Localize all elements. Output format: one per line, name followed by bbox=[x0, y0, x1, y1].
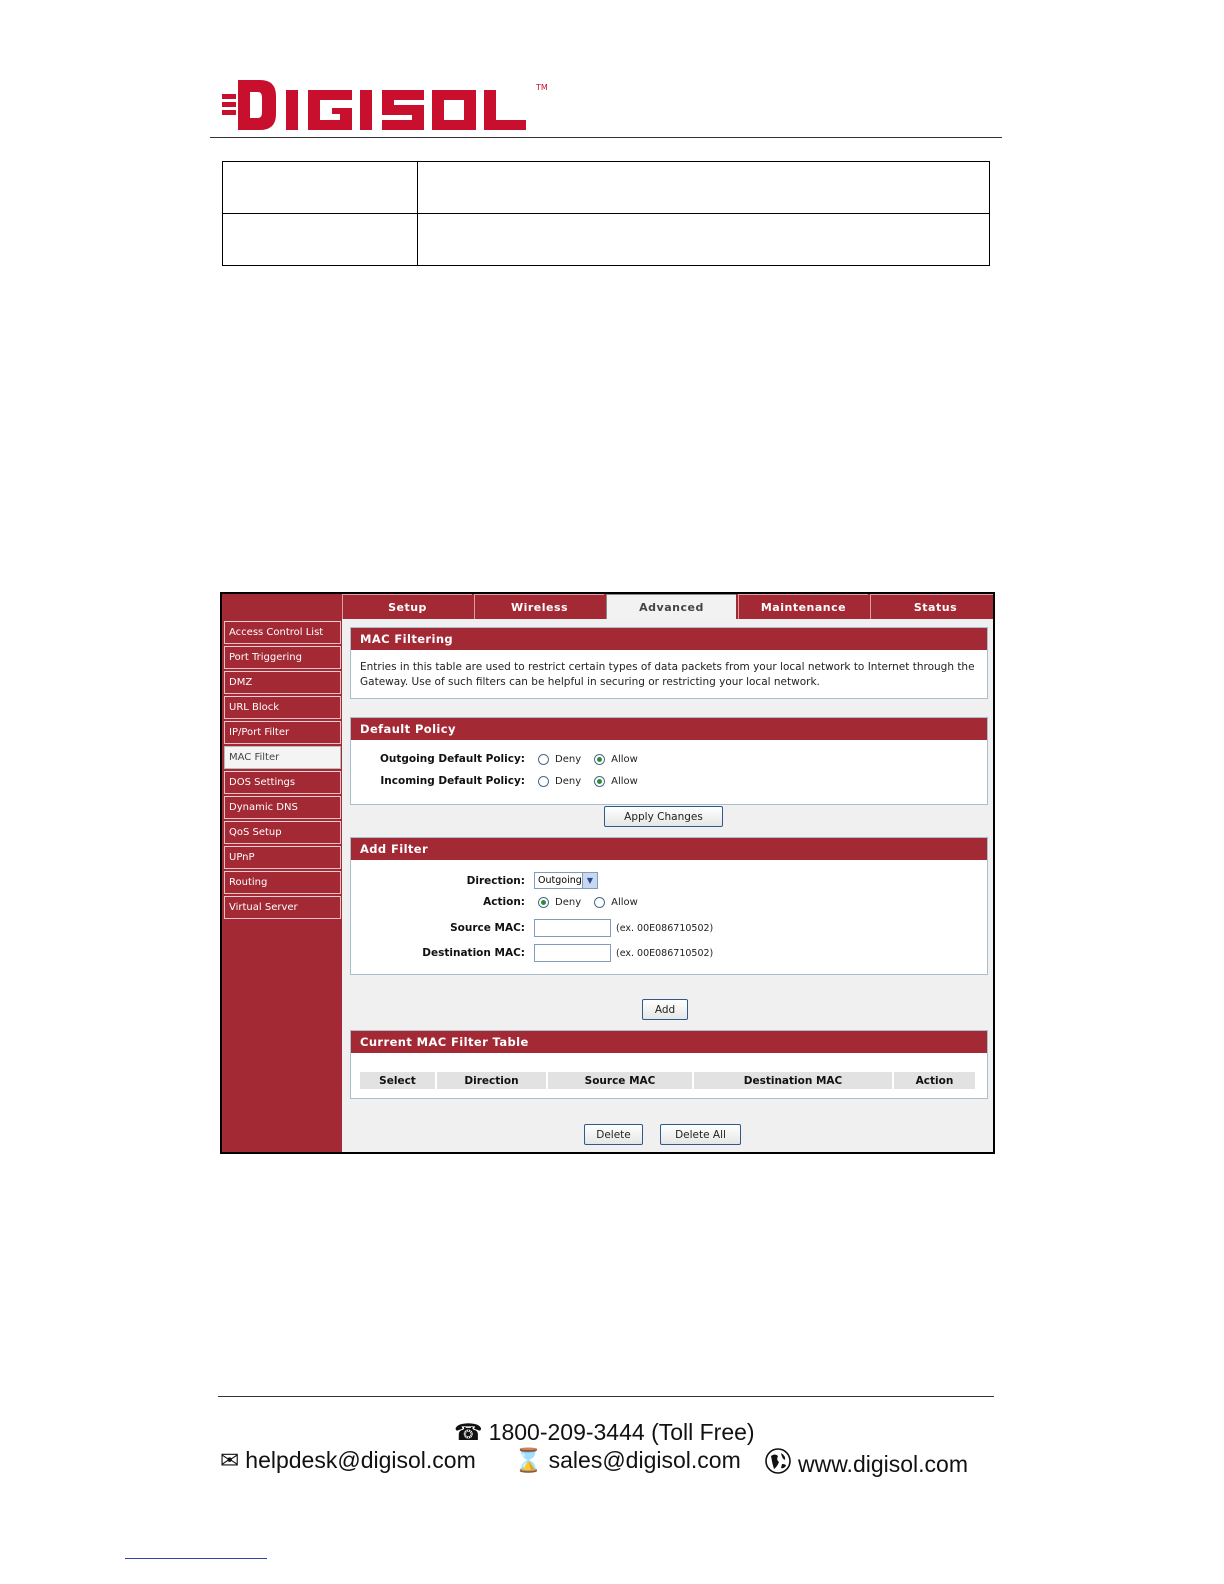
panel-title: Current MAC Filter Table bbox=[351, 1031, 987, 1053]
header-rule bbox=[210, 137, 1002, 138]
footer-helpdesk bbox=[220, 1447, 476, 1474]
sidebar-item-access-control-list[interactable]: Access Control List bbox=[224, 621, 341, 644]
outgoing-allow-radio[interactable] bbox=[594, 754, 605, 765]
panel-title: Default Policy bbox=[351, 718, 987, 740]
table-cell bbox=[418, 162, 990, 214]
trademark: TM bbox=[536, 83, 548, 92]
action-deny-radio[interactable] bbox=[538, 897, 549, 908]
footer-rule bbox=[218, 1396, 994, 1397]
action-allow-label: Allow bbox=[611, 896, 638, 908]
globe-icon bbox=[764, 1447, 792, 1481]
sidebar-item-mac-filter[interactable]: MAC Filter bbox=[224, 746, 341, 769]
top-table bbox=[222, 161, 990, 266]
footer-website-text[interactable]: www.digisol.com bbox=[798, 1450, 968, 1477]
destination-mac-input[interactable] bbox=[534, 944, 611, 962]
filter-table-header bbox=[360, 1072, 977, 1089]
destination-mac-row bbox=[361, 944, 713, 962]
delete-button[interactable]: Delete bbox=[584, 1124, 643, 1145]
footer-phone-text: 1800-209-3444 (Toll Free) bbox=[488, 1419, 755, 1445]
sidebar-item-dynamic-dns[interactable]: Dynamic DNS bbox=[224, 796, 341, 819]
nav-corner bbox=[222, 594, 340, 619]
sidebar-item-upnp[interactable]: UPnP bbox=[224, 846, 341, 869]
default-policy-panel bbox=[350, 717, 988, 805]
tab-wireless[interactable]: Wireless bbox=[474, 594, 604, 619]
envelope-icon: ✉ bbox=[220, 1447, 240, 1473]
digisol-logo bbox=[220, 78, 560, 132]
incoming-policy-row bbox=[361, 775, 651, 787]
tab-maintenance[interactable]: Maintenance bbox=[738, 594, 868, 619]
source-mac-hint: (ex. 00E086710502) bbox=[616, 922, 714, 934]
tab-advanced[interactable]: Advanced bbox=[606, 594, 736, 619]
bottom-link-underline bbox=[125, 1558, 267, 1559]
direction-selected-value: Outgoing bbox=[538, 875, 582, 886]
sidebar-item-url-block[interactable]: URL Block bbox=[224, 696, 341, 719]
action-deny-label: Deny bbox=[555, 896, 582, 908]
destination-mac-label: Destination MAC: bbox=[422, 947, 525, 959]
sidebar-item-routing[interactable]: Routing bbox=[224, 871, 341, 894]
direction-label: Direction: bbox=[466, 874, 525, 887]
footer-sales bbox=[514, 1447, 741, 1474]
table-row bbox=[223, 162, 990, 214]
outgoing-policy-label: Outgoing Default Policy: bbox=[379, 753, 525, 765]
footer-phone bbox=[454, 1419, 755, 1446]
source-mac-row bbox=[361, 919, 713, 937]
sidebar-item-port-triggering[interactable]: Port Triggering bbox=[224, 646, 341, 669]
source-mac-input[interactable] bbox=[534, 919, 611, 937]
action-allow-radio[interactable] bbox=[594, 897, 605, 908]
mac-filtering-panel bbox=[350, 627, 988, 699]
direction-row bbox=[361, 872, 598, 889]
column-action: Action bbox=[894, 1072, 975, 1089]
tab-status[interactable]: Status bbox=[870, 594, 995, 619]
table-row bbox=[223, 214, 990, 266]
table-cell bbox=[223, 162, 418, 214]
footer-helpdesk-text[interactable]: helpdesk@digisol.com bbox=[245, 1447, 476, 1473]
outgoing-deny-label: Deny bbox=[555, 753, 582, 765]
mac-filtering-description: Entries in this table are used to restrict certain types of data packets from your local network to Internet through the Gateway. Use of such filters can be helpful in securing or restricting your local network. bbox=[360, 661, 975, 688]
incoming-allow-radio[interactable] bbox=[594, 776, 605, 787]
direction-select[interactable] bbox=[534, 872, 598, 889]
action-label: Action: bbox=[483, 896, 525, 908]
hourglass-icon: ⌛ bbox=[514, 1447, 543, 1473]
column-direction: Direction bbox=[437, 1072, 546, 1089]
panel-title: MAC Filtering bbox=[351, 628, 987, 650]
sidebar-item-dmz[interactable]: DMZ bbox=[224, 671, 341, 694]
table-cell bbox=[418, 214, 990, 266]
incoming-deny-radio[interactable] bbox=[538, 776, 549, 787]
source-mac-label: Source MAC: bbox=[450, 922, 525, 934]
action-row bbox=[361, 896, 651, 908]
incoming-allow-label: Allow bbox=[611, 775, 638, 787]
destination-mac-hint: (ex. 00E086710502) bbox=[616, 947, 714, 959]
footer-website bbox=[764, 1447, 968, 1481]
delete-all-button[interactable]: Delete All bbox=[660, 1124, 741, 1145]
chevron-down-icon[interactable]: ▼ bbox=[582, 873, 597, 888]
table-cell bbox=[223, 214, 418, 266]
panel-title: Add Filter bbox=[351, 838, 987, 860]
tab-setup[interactable]: Setup bbox=[342, 594, 472, 619]
sidebar-item-virtual-server[interactable]: Virtual Server bbox=[224, 896, 341, 919]
router-ui-window bbox=[220, 592, 995, 1154]
main-tabs bbox=[340, 594, 995, 619]
outgoing-deny-radio[interactable] bbox=[538, 754, 549, 765]
main-content bbox=[342, 619, 993, 1152]
sidebar-item-qos-setup[interactable]: QoS Setup bbox=[224, 821, 341, 844]
add-button[interactable]: Add bbox=[642, 999, 688, 1020]
outgoing-policy-row bbox=[361, 753, 651, 765]
incoming-deny-label: Deny bbox=[555, 775, 582, 787]
digisol-logo-icon bbox=[220, 78, 560, 132]
sidebar bbox=[222, 619, 342, 1152]
column-destination-mac: Destination MAC bbox=[694, 1072, 892, 1089]
filter-table-panel bbox=[350, 1030, 988, 1099]
incoming-policy-label: Incoming Default Policy: bbox=[380, 775, 525, 787]
add-filter-panel bbox=[350, 837, 988, 975]
sidebar-item-ip-port-filter[interactable]: IP/Port Filter bbox=[224, 721, 341, 744]
footer-sales-text[interactable]: sales@digisol.com bbox=[548, 1447, 741, 1473]
apply-changes-button[interactable]: Apply Changes bbox=[604, 806, 723, 827]
telephone-icon: ☎ bbox=[454, 1419, 483, 1445]
column-select: Select bbox=[360, 1072, 435, 1089]
column-source-mac: Source MAC bbox=[548, 1072, 692, 1089]
top-nav-bar bbox=[222, 594, 993, 619]
sidebar-item-dos-settings[interactable]: DOS Settings bbox=[224, 771, 341, 794]
outgoing-allow-label: Allow bbox=[611, 753, 638, 765]
